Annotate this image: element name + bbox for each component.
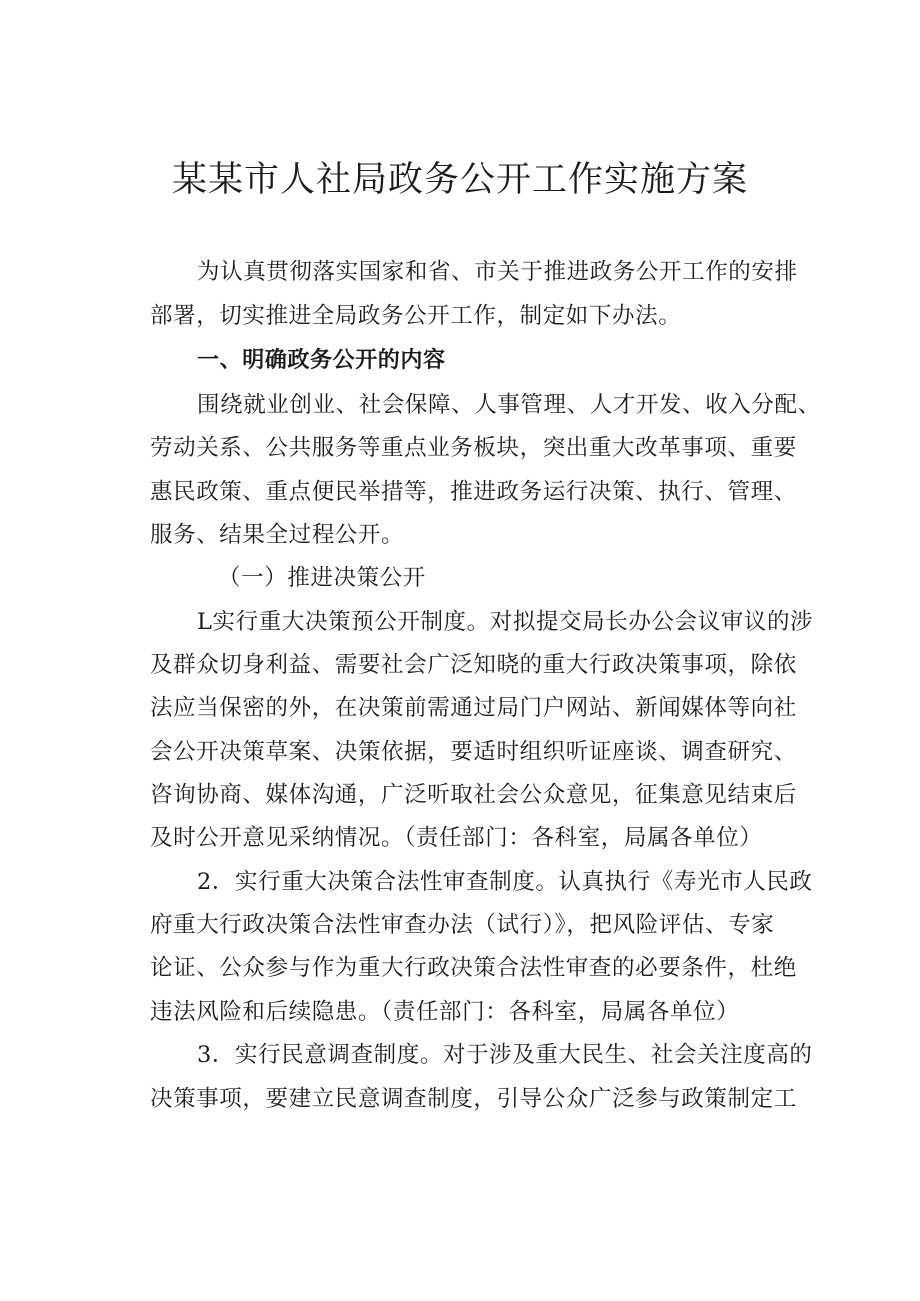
paragraph-line: 3．实行民意调查制度。对于涉及重大民生、社会关注度高的 <box>197 1042 813 1068</box>
paragraph-line: 府重大行政决策合法性审查办法（试行）》，把风险评估、专家 <box>150 912 775 938</box>
paragraph-line: 咨询协商、媒体沟通，广泛听取社会公众意见，征集意见结束后 <box>150 782 797 808</box>
paragraph-line: 部署，切实推进全局政务公开工作，制定如下办法。 <box>150 303 682 329</box>
paragraph-line: 及时公开意见采纳情况。（责任部门：各科室，局属各单位） <box>150 825 763 851</box>
paragraph-line: 围绕就业创业、社会保障、人事管理、人才开发、收入分配、 <box>197 392 821 418</box>
section-heading: 一、明确政务公开的内容 <box>197 348 446 373</box>
paragraph-line: L实行重大决策预公开制度。对拟提交局长办公会议审议的涉 <box>197 609 814 635</box>
paragraph-line: 违法风险和后续隐患。（责任部门：各科室，局属各单位） <box>150 999 740 1025</box>
paragraph-line: 决策事项，要建立民意调查制度，引导公众广泛参与政策制定工 <box>150 1086 797 1112</box>
paragraph-line: 法应当保密的外，在决策前需通过局门户网站、新闻媒体等向社 <box>150 695 797 721</box>
paragraph-line: 会公开决策草案、决策依据，要适时组织听证座谈、调查研究、 <box>150 739 797 765</box>
paragraph-line: 服务、结果全过程公开。 <box>150 522 405 548</box>
document-title: 某某市人社局政务公开工作实施方案 <box>171 160 748 200</box>
paragraph-line: 2．实行重大决策合法性审查制度。认真执行《寿光市人民政 <box>197 869 813 895</box>
subsection-heading: （一）推进决策公开 <box>218 565 426 591</box>
paragraph-line: 惠民政策、重点便民举措等，推进政务运行决策、执行、管理、 <box>150 479 797 505</box>
paragraph-line: 论证、公众参与作为重大行政决策合法性审查的必要条件，杜绝 <box>150 955 797 981</box>
paragraph-line: 为认真贯彻落实国家和省、市关于推进政务公开工作的安排 <box>197 259 798 285</box>
paragraph-line: 及群众切身利益、需要社会广泛知晓的重大行政决策事项，除依 <box>150 652 797 678</box>
paragraph-line: 劳动关系、公共服务等重点业务板块，突出重大改革事项、重要 <box>150 435 797 461</box>
